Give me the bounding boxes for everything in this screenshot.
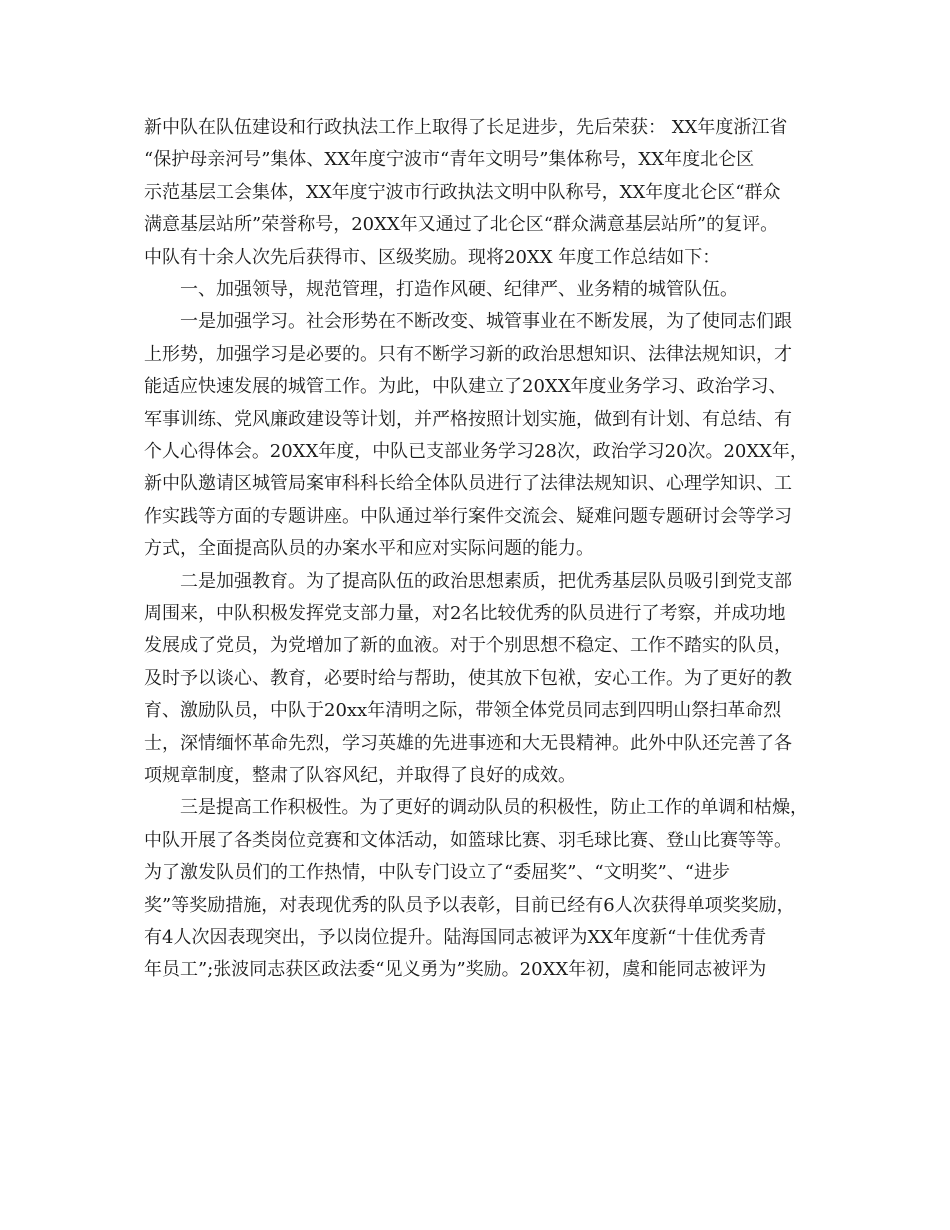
text-line: 项规章制度，整肃了队容风纪，并取得了良好的成效。 <box>144 765 576 786</box>
text-line: 方式，全面提高队员的办案水平和应对实际问题的能力。 <box>144 538 594 560</box>
text-line: 新中队在队伍建设和行政执法工作上取得了长足进步，先后荣获： XX年度浙江省 <box>144 117 788 138</box>
text-line: 为了激发队员们的工作热情，中队专门设立了“委屈奖”、“文明奖”、“进步 <box>144 862 731 884</box>
text-line: 上形势，加强学习是必要的。只有不断学习新的政治思想知识、法律法规知识，才 <box>144 343 792 365</box>
text-line: 示范基层工会集体，XX年度宁波市行政执法文明中队称号，XX年度北仑区“群众 <box>144 181 781 203</box>
text-line: 年员工”;张波同志获区政法委“见义勇为”奖励。20XX年初，虞和能同志被评为 <box>144 959 767 981</box>
text-line: 满意基层站所”荣誉称号，20XX年又通过了北仑区“群众满意基层站所”的复评。 <box>144 214 779 236</box>
text-line: 发展成了党员，为党增加了新的血液。对于个别思想不稳定、工作不踏实的队员， <box>144 635 792 657</box>
text-line: 士，深情缅怀革命先烈，学习英雄的先进事迹和大无畏精神。此外中队还完善了各 <box>144 732 792 754</box>
text-line: 有4人次因表现突出，予以岗位提升。陆海国同志被评为XX年度新“十佳优秀青 <box>144 927 767 948</box>
text-line: 及时予以谈心、教育，必要时给与帮助，使其放下包袱，安心工作。为了更好的教 <box>144 667 792 689</box>
text-line: 军事训练、党风廉政建设等计划，并严格按照计划实施，做到有计划、有总结、有 <box>144 408 792 430</box>
paragraph-first-line: 二是加强教育。为了提高队伍的政治思想素质，把优秀基层队员吸引到党支部 <box>180 570 792 592</box>
text-line: 中队有十余人次先后获得市、区级奖励。现将20XX 年度工作总结如下： <box>144 246 721 268</box>
text-line: 个人心得体会。20XX年度，中队已支部业务学习28次，政治学习20次。20XX年， <box>144 441 808 462</box>
text-line: 中队开展了各类岗位竞赛和文体活动，如篮球比赛、羽毛球比赛、登山比赛等等。 <box>144 829 792 851</box>
paragraph-first-line: 三是提高工作积极性。为了更好的调动队员的积极性，防止工作的单调和枯燥， <box>180 797 808 819</box>
text-line: 新中队邀请区城管局案审科科长给全体队员进行了法律法规知识、心理学知识、工 <box>144 473 792 495</box>
text-line: “保护母亲河号”集体、XX年度宁波市“青年文明号”集体称号，XX年度北仑区 <box>144 149 755 171</box>
text-line: 作实践等方面的专题讲座。中队通过举行案件交流会、疑难问题专题研讨会等学习 <box>144 505 792 527</box>
text-line: 奖”等奖励措施，对表现优秀的队员予以表彰，目前已经有6人次获得单项奖奖励， <box>144 894 795 916</box>
text-line: 能适应快速发展的城管工作。为此，中队建立了20XX年度业务学习、政治学习、 <box>144 376 787 398</box>
text-line: 育、激励队员，中队于20xx年清明之际，带领全体党员同志到四明山祭扫革命烈 <box>144 700 782 722</box>
paragraph-first-line: 一、加强领导，规范管理，打造作风硬、纪律严、业务精的城管队伍。 <box>180 279 738 300</box>
text-line: 周围来，中队积极发挥党支部力量，对2名比较优秀的队员进行了考察，并成功地 <box>144 603 786 624</box>
paragraph-first-line: 一是加强学习。社会形势在不断改变、城管事业在不断发展，为了使同志们跟 <box>180 311 792 333</box>
